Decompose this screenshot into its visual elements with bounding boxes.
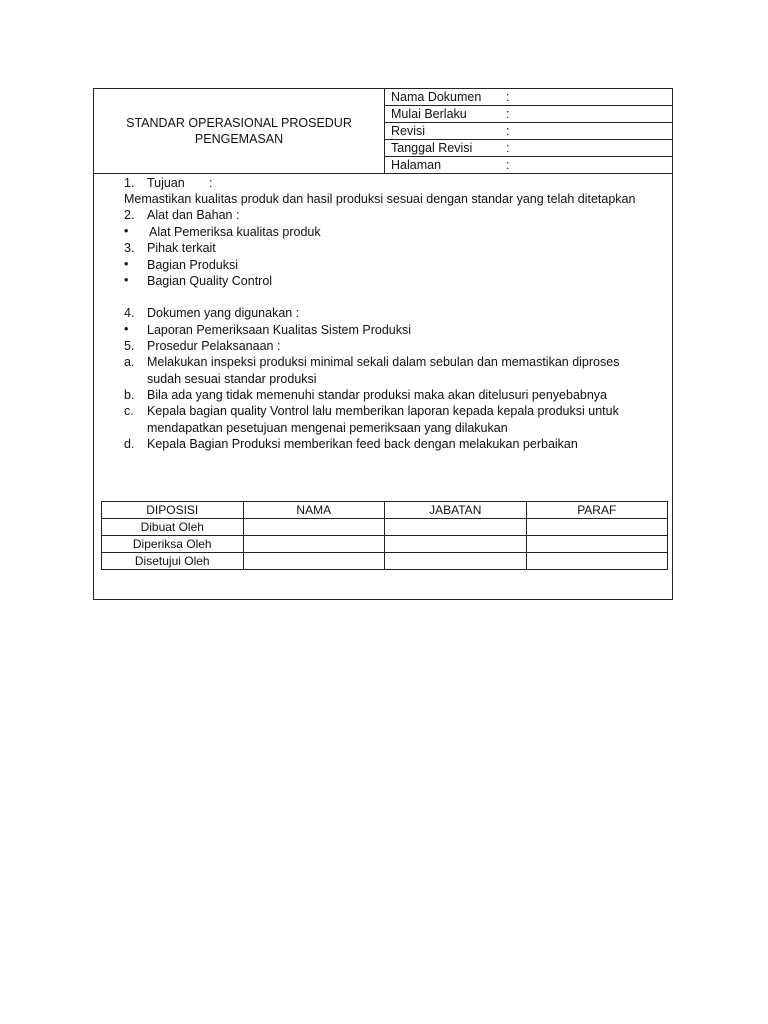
- title-line-1: STANDAR OPERASIONAL PROSEDUR: [126, 116, 352, 130]
- step-marker: b.: [124, 388, 135, 402]
- sop-document: [93, 88, 673, 600]
- section-title-dokumen: Dokumen yang digunakan :: [147, 306, 300, 320]
- bullet-icon: •: [124, 273, 129, 287]
- list-item: Alat Pemeriksa kualitas produk: [149, 225, 321, 239]
- section-number: 5.: [124, 339, 135, 353]
- meta-halaman: [385, 157, 673, 173]
- row-label-dibuat: Dibuat Oleh: [102, 519, 244, 536]
- column-header-diposisi: DIPOSISI: [102, 502, 244, 519]
- meta-colon: :: [506, 141, 510, 155]
- section-title-alat: Alat dan Bahan :: [147, 208, 240, 222]
- meta-label: Nama Dokumen: [391, 90, 482, 104]
- section-number: 4.: [124, 306, 135, 320]
- bullet-icon: •: [124, 257, 129, 271]
- list-item: Bagian Produksi: [147, 258, 239, 272]
- list-item: Bagian Quality Control: [147, 274, 273, 288]
- table-cell: [385, 536, 527, 553]
- table-cell: [526, 519, 668, 536]
- column-header-nama: NAMA: [243, 502, 385, 519]
- step-c-line-1: Kepala bagian quality Vontrol lalu memberikan laporan kepada kepala produksi untuk: [147, 404, 619, 418]
- meta-label: Halaman: [391, 158, 442, 172]
- step-marker: d.: [124, 437, 135, 451]
- document-title: [94, 89, 385, 173]
- tujuan-text: Memastikan kualitas produk dan hasil produksi sesuai dengan standar yang telah ditetapkan: [124, 192, 636, 206]
- table-cell: [385, 553, 527, 570]
- step-a-line-2: sudah sesuai standar produksi: [147, 372, 317, 386]
- row-label-disetujui: Disetujui Oleh: [102, 553, 244, 570]
- row-label-diperiksa: Diperiksa Oleh: [102, 536, 244, 553]
- meta-label: Revisi: [391, 124, 426, 138]
- section-title-prosedur: Prosedur Pelaksanaan :: [147, 339, 281, 353]
- step-marker: a.: [124, 355, 135, 369]
- table-cell: [385, 519, 527, 536]
- meta-colon: :: [506, 90, 510, 104]
- table-cell: [243, 553, 385, 570]
- table-cell: [526, 553, 668, 570]
- table-row: [102, 536, 668, 553]
- section-title-tujuan: Tujuan: [147, 176, 185, 190]
- step-marker: c.: [124, 404, 134, 418]
- section-colon: :: [209, 176, 213, 190]
- approval-table: [101, 501, 668, 570]
- step-a-line-1: Melakukan inspeksi produksi minimal sekali dalam sebulan dan memastikan diproses: [147, 355, 620, 369]
- meta-revisi: [385, 123, 673, 140]
- table-cell: [243, 536, 385, 553]
- step-c-line-2: mendapatkan pesetujuan mengenai pemeriksaan yang dilakukan: [147, 421, 508, 435]
- bullet-icon: •: [124, 224, 129, 238]
- table-header-row: [102, 502, 668, 519]
- meta-label: Mulai Berlaku: [391, 107, 467, 121]
- table-cell: [243, 519, 385, 536]
- section-number: 2.: [124, 208, 135, 222]
- section-number: 3.: [124, 241, 135, 255]
- document-meta: [385, 89, 673, 173]
- section-number: 1.: [124, 176, 135, 190]
- bullet-icon: •: [124, 322, 129, 336]
- column-header-paraf: PARAF: [526, 502, 668, 519]
- table-cell: [526, 536, 668, 553]
- meta-colon: :: [506, 124, 510, 138]
- list-item: Laporan Pemeriksaan Kualitas Sistem Produksi: [147, 323, 412, 337]
- title-line-2: PENGEMASAN: [194, 132, 284, 146]
- step-b-line-1: Bila ada yang tidak memenuhi standar produksi maka akan ditelusuri penyebabnya: [147, 388, 608, 402]
- table-row: [102, 519, 668, 536]
- meta-tanggal-revisi: [385, 140, 673, 157]
- header-divider: [94, 173, 672, 174]
- section-title-pihak: Pihak terkait: [147, 241, 216, 255]
- meta-colon: :: [506, 158, 510, 172]
- meta-mulai-berlaku: [385, 106, 673, 123]
- meta-nama-dokumen: [385, 89, 673, 106]
- step-d-line-1: Kepala Bagian Produksi memberikan feed back dengan melakukan perbaikan: [147, 437, 578, 451]
- table-row: [102, 553, 668, 570]
- column-header-jabatan: JABATAN: [385, 502, 527, 519]
- meta-label: Tanggal Revisi: [391, 141, 473, 155]
- meta-colon: :: [506, 107, 510, 121]
